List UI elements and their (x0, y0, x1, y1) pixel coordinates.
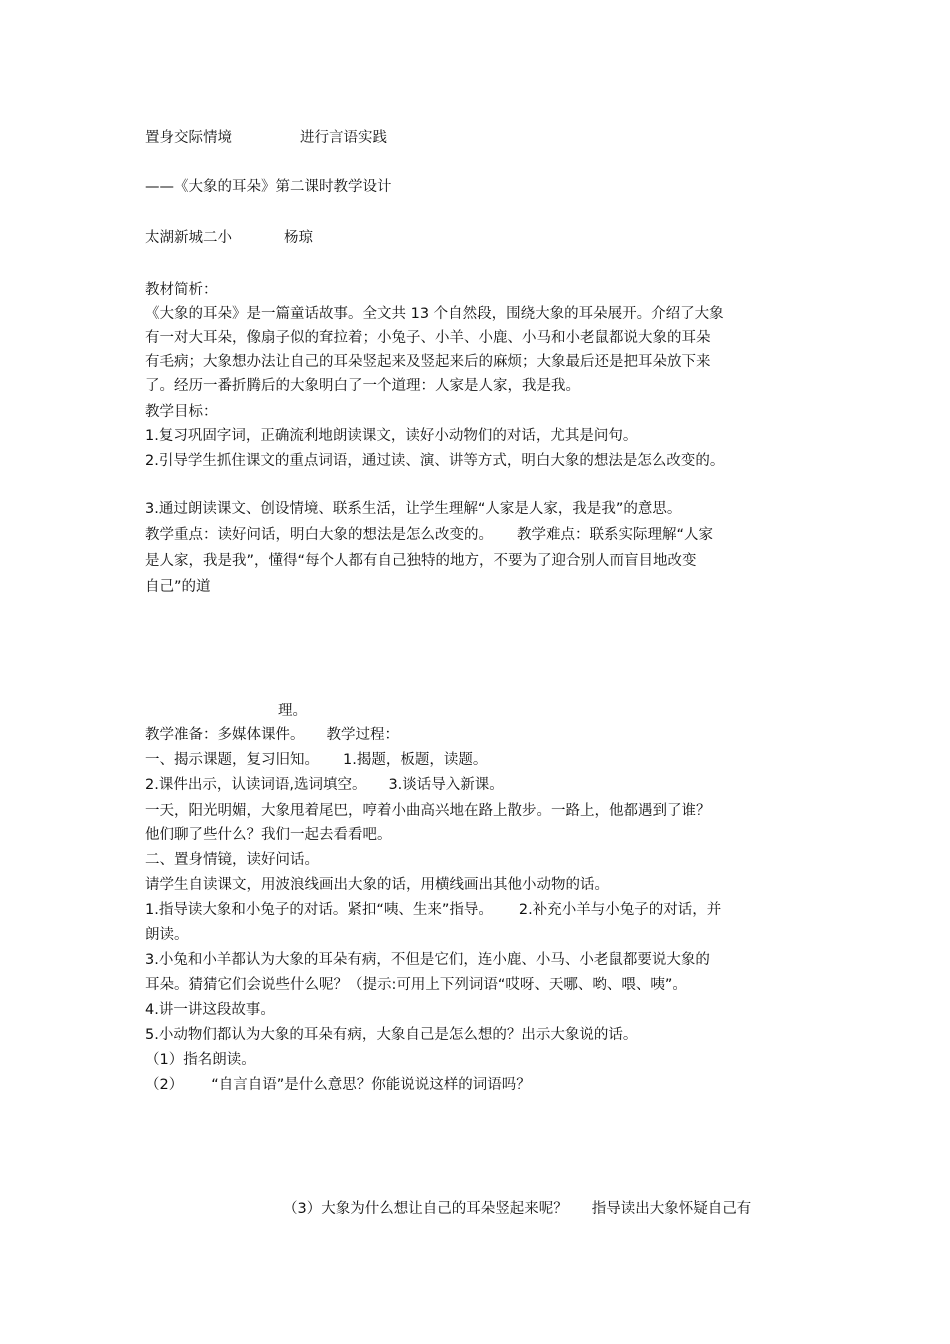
sub-item-text: “自言自语”是什么意思？你能说说这样的词语吗？ (211, 1077, 531, 1093)
analysis-line: 《大象的耳朵》是一篇童话故事。全文共 13 个自然段，围绕大象的耳朵展开。介绍了大象 (145, 306, 724, 322)
key-difficulty: 教学难点：联系实际理解“人家 (517, 527, 714, 543)
step2-line: 耳朵。猜猜它们会说些什么呢？（提示:可用上下列词语“哎呀、天哪、哟、喂、咦”。 (145, 977, 687, 993)
keypoints-line: 自己”的道 (145, 579, 211, 595)
title-line (145, 128, 387, 148)
process-heading: 教学过程： (326, 727, 399, 743)
step1b-line (145, 775, 504, 795)
step1-item: 1.揭题，板题，读题。 (343, 752, 488, 768)
step2-line: 5.小动物们都认为大象的耳朵有病，大象自己是怎么想的？出示大象说的话。 (145, 1027, 638, 1043)
subtitle: ——《大象的耳朵》第二课时教学设计 (145, 179, 392, 195)
title-left: 置身交际情境 (145, 130, 232, 146)
author-school: 太湖新城二小 (145, 230, 232, 246)
step1-item: 2.课件出示，认读词语,选词填空。 (145, 777, 367, 793)
step2-line: 4.讲一讲这段故事。 (145, 1002, 275, 1018)
analysis-line: 有毛病；大象想办法让自己的耳朵竖起来及竖起来后的麻烦；大象最后还是把耳朵放下来 (145, 354, 711, 370)
analysis-heading: 教材简析： (145, 282, 218, 298)
author-name: 杨琼 (284, 230, 313, 246)
step2-line: 朗读。 (145, 927, 189, 943)
prep-line (145, 725, 399, 745)
sub-item-line (283, 1199, 751, 1219)
goals-heading: 教学目标： (145, 404, 218, 420)
step1-heading: 一、揭示课题，复习旧知。 (145, 752, 319, 768)
goal-item: 2.引导学生抓住课文的重点词语，通过读、演、讲等方式，明白大象的想法是怎么改变的。 (145, 453, 725, 469)
key-focus: 教学重点：读好问话，明白大象的想法是怎么改变的。 (145, 527, 493, 543)
step2-heading: 二、置身情镜，读好问话。 (145, 852, 319, 868)
intro-line: 他们聊了些什么？我们一起去看看吧。 (145, 827, 392, 843)
sub-item-text: 指导读出大象怀疑自己有 (591, 1201, 752, 1217)
sub-item-line (145, 1075, 531, 1095)
analysis-line: 了。经历一番折腾后的大象明白了一个道理：人家是人家，我是我。 (145, 378, 580, 394)
goal-item: 1.复习巩固字词，正确流利地朗读课文，读好小动物们的对话，尤其是问句。 (145, 428, 638, 444)
goal-item: 3.通过朗读课文、创设情境、联系生活，让学生理解“人家是人家，我是我”的意思。 (145, 501, 682, 517)
title-right: 进行言语实践 (300, 130, 387, 146)
step2-item: 1.指导读大象和小兔子的对话。紧扣“咦、生来”指导。 (145, 902, 493, 918)
sub-item-number: （2） (145, 1077, 184, 1093)
step1-line (145, 750, 487, 770)
keypoints-line: 是人家，我是我”，懂得“每个人都有自己独特的地方，不要为了迎合别人而盲目地改变 (145, 553, 697, 569)
step2-line: 3.小兔和小羊都认为大象的耳朵有病，不但是它们，连小鹿、小马、小老鼠都要说大象的 (145, 952, 710, 968)
sub-item: （1）指名朗读。 (145, 1052, 256, 1068)
keypoints-line (145, 525, 713, 545)
intro-line: 一天，阳光明媚，大象甩着尾巴，哼着小曲高兴地在路上散步。一路上，他都遇到了谁？ (145, 803, 711, 819)
step2-item: 2.补充小羊与小兔子的对话，并 (518, 902, 722, 918)
prep-text: 教学准备：多媒体课件。 (145, 727, 305, 743)
author-line (145, 228, 313, 248)
step2-intro: 请学生自读课文，用波浪线画出大象的话，用横线画出其他小动物的话。 (145, 877, 609, 893)
analysis-line: 有一对大耳朵，像扇子似的耷拉着；小兔子、小羊、小鹿、小马和小老鼠都说大象的耳朵 (145, 330, 711, 346)
step1-item: 3.谈话导入新课。 (388, 777, 504, 793)
step2-line (145, 900, 721, 920)
sub-item-text: （3）大象为什么想让自己的耳朵竖起来呢？ (283, 1201, 568, 1217)
continued-text: 理。 (278, 703, 307, 719)
